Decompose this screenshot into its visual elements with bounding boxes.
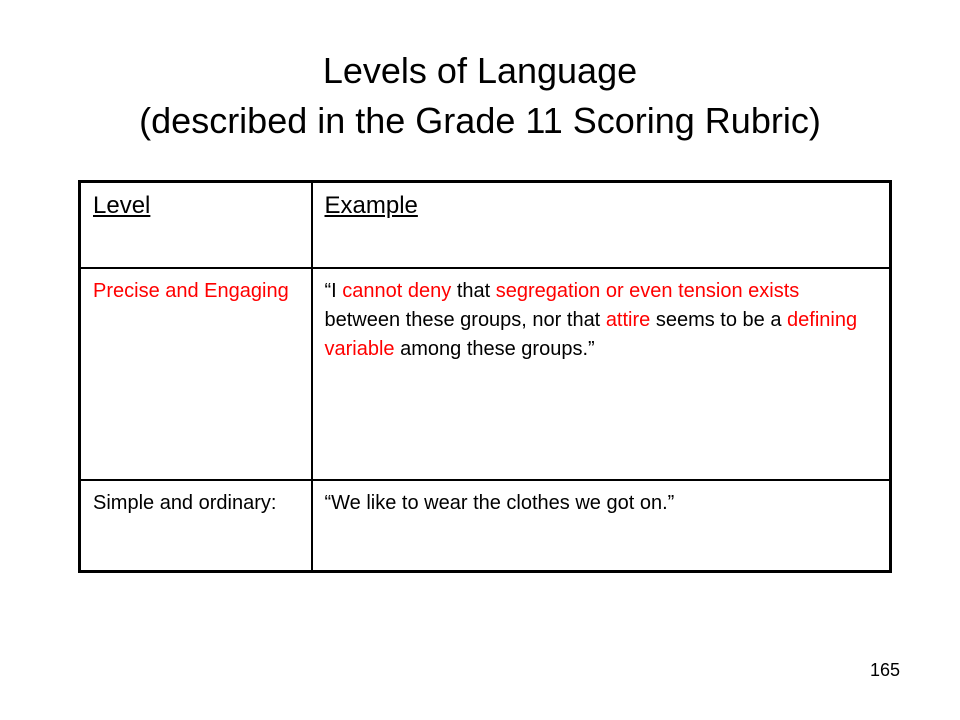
level-cell-simple: Simple and ordinary:: [80, 480, 312, 572]
level-cell-precise: Precise and Engaging: [80, 268, 312, 480]
header-level-label: Level: [93, 192, 151, 219]
example-segment: that: [451, 279, 496, 302]
table-header-row: [80, 182, 891, 268]
slide-title: [0, 46, 960, 146]
page-number: 165: [869, 660, 900, 680]
example-cell-simple: “We like to wear the clothes we got on.”: [312, 480, 891, 572]
title-subtitle: (described in the Grade 11 Scoring Rubric): [139, 100, 821, 141]
example-cell-precise: [312, 268, 891, 480]
example-segment-highlight: segregation or even tension exists: [495, 279, 800, 302]
example-segment-highlight: attire: [605, 308, 651, 331]
header-example: [312, 182, 891, 268]
header-level: [80, 182, 312, 268]
example-segment: between these groups, nor that: [324, 308, 606, 331]
example-segment: seems to be a: [650, 308, 788, 331]
example-segment: “I: [324, 279, 343, 302]
header-example-label: Example: [324, 192, 418, 219]
example-segment-highlight: cannot deny: [342, 279, 452, 302]
example-segment: among these groups.”: [394, 337, 595, 360]
table-row: [80, 268, 891, 480]
levels-table: [78, 180, 892, 573]
example-segment-highlight: defining variable: [324, 308, 858, 360]
table-row: [80, 480, 891, 572]
title-main: Levels of Language: [322, 50, 638, 91]
